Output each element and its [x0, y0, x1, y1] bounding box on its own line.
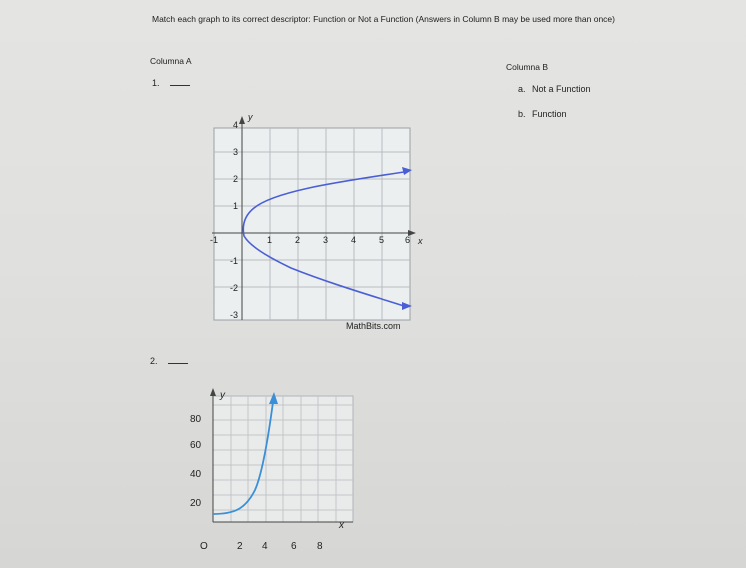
graph-2-y-tick-labels [190, 414, 202, 509]
graph-2 [183, 382, 373, 562]
option-b-text: Function [532, 109, 567, 119]
graph-1-y-tick: 4 [233, 120, 239, 130]
question-2-answer-blank[interactable] [168, 363, 188, 364]
graph-2-y-axis-label: y [220, 390, 225, 401]
graph-1-x-tick: 5 [379, 235, 385, 245]
graph-2-x-tick-labels [237, 541, 323, 552]
graph-2-y-tick: 60 [190, 440, 202, 451]
graph-2-x-tick: 8 [317, 541, 323, 552]
graph-2-y-tick: 40 [190, 469, 202, 480]
instructions-text: Match each graph to its correct descriptor: Function or Not a Function (Answers in Column B may be used more than once) [152, 14, 615, 24]
graph-1-y-tick: -1 [230, 256, 239, 266]
graph-2-x-axis-label: x [339, 520, 344, 531]
graph-1-y-tick: 2 [233, 174, 239, 184]
graph-1-x-axis-label: x [418, 236, 423, 246]
graph-2-x-tick: 6 [291, 541, 297, 552]
graph-1 [196, 106, 436, 338]
graph-2-x-tick: 2 [237, 541, 243, 552]
option-a [518, 84, 591, 94]
question-1-number: 1. [152, 78, 160, 88]
column-a-title: Columna A [150, 56, 192, 66]
graph-1-x-tick: -1 [210, 235, 219, 245]
option-b [518, 109, 567, 119]
graph-1-x-tick: 1 [267, 235, 273, 245]
graph-1-y-tick: 3 [233, 147, 239, 157]
option-b-letter: b. [518, 109, 526, 119]
column-b-title: Columna B [506, 62, 549, 72]
graph-1-x-tick: 6 [405, 235, 411, 245]
option-a-text: Not a Function [532, 84, 591, 94]
graph-1-x-tick: 4 [351, 235, 357, 245]
graph-1-watermark: MathBits.com [346, 321, 401, 331]
question-1 [152, 78, 190, 88]
graph-2-y-tick: 80 [190, 414, 202, 425]
graph-1-x-tick: 3 [323, 235, 329, 245]
graph-1-x-tick: 2 [295, 235, 301, 245]
graph-1-y-tick: 1 [233, 201, 239, 211]
option-a-letter: a. [518, 84, 526, 94]
graph-1-y-tick: -3 [230, 310, 239, 320]
question-2 [150, 356, 188, 366]
graph-1-y-tick: -2 [230, 283, 239, 293]
graph-1-y-axis-label: y [248, 112, 253, 122]
graph-2-x-tick: 4 [262, 541, 268, 552]
question-2-number: 2. [150, 356, 158, 366]
graph-2-origin-label: O [200, 541, 208, 552]
question-1-answer-blank[interactable] [170, 85, 190, 86]
graph-2-y-tick: 20 [190, 498, 202, 509]
